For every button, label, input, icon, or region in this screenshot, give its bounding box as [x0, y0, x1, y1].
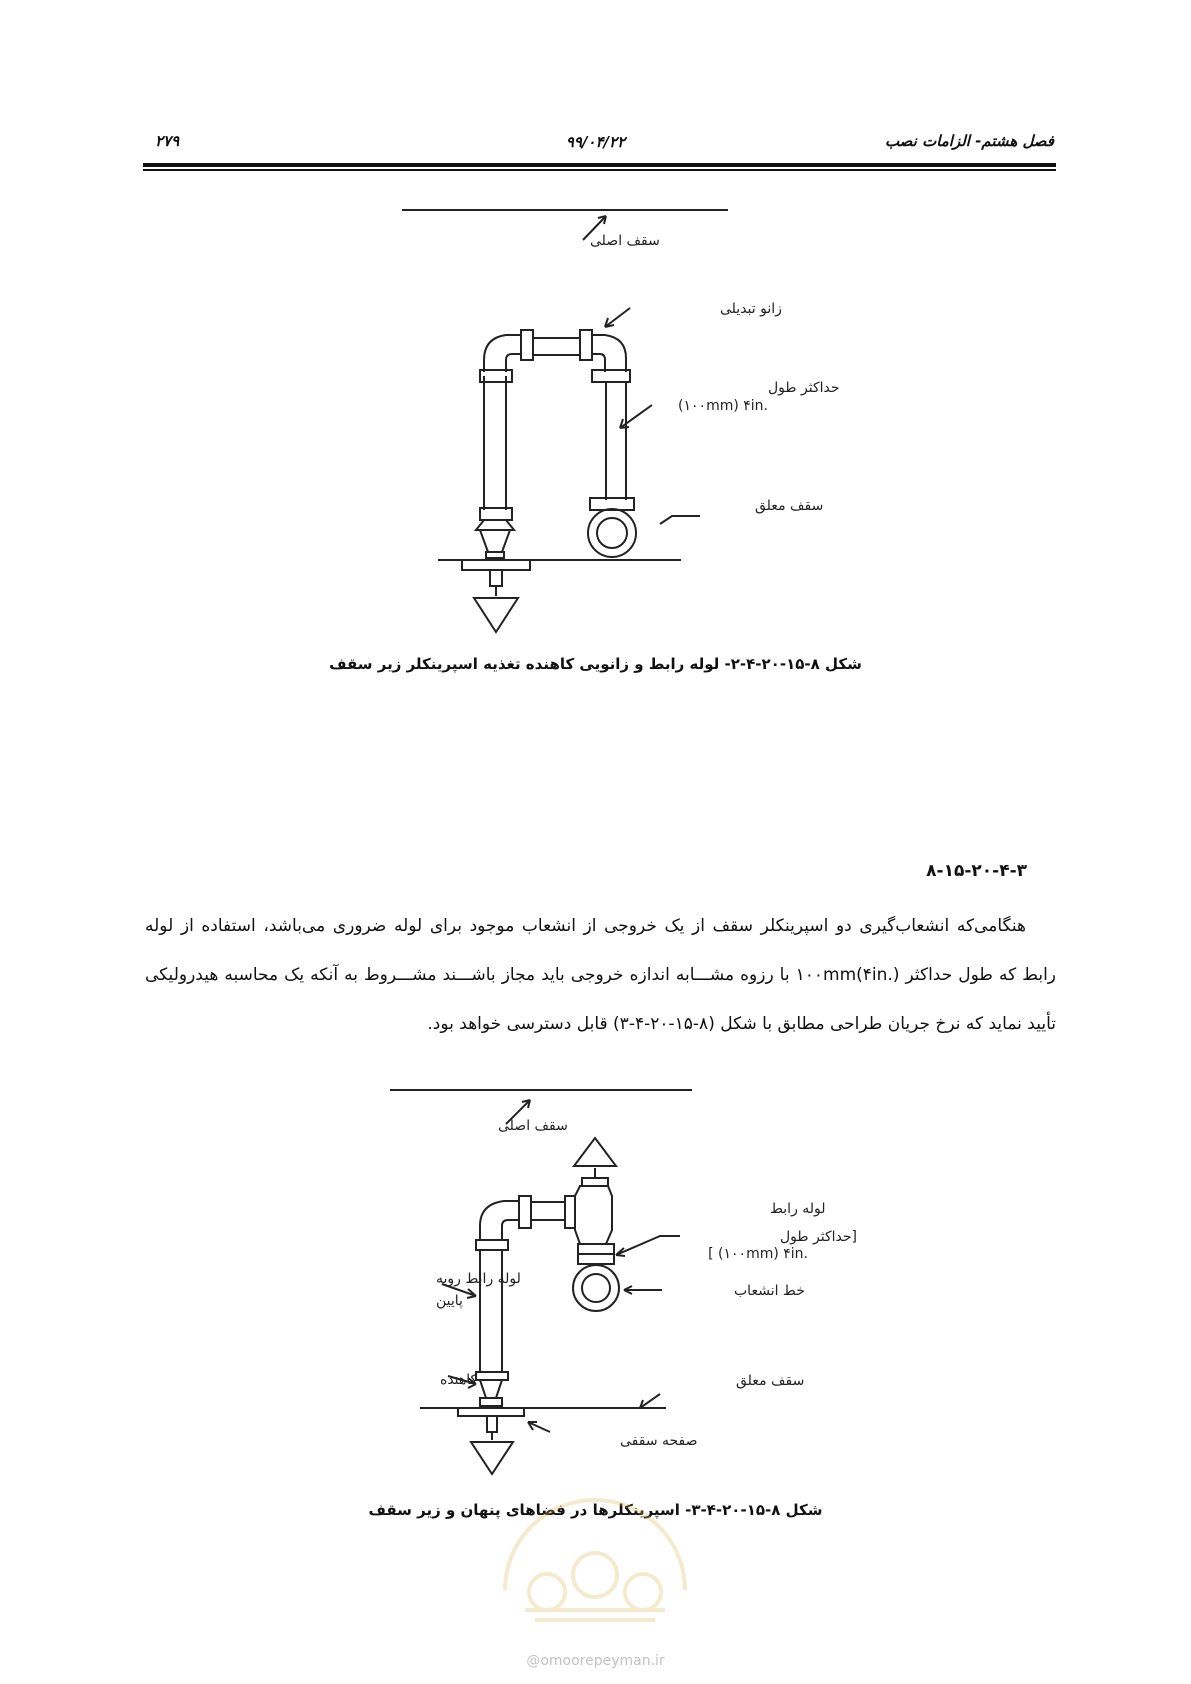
section-number: ۸-۱۵-۲۰-۴-۳	[926, 861, 1027, 881]
page-number: ۲۷۹	[155, 132, 180, 150]
fig1-label-reducing-elbow: زانو تبدیلی	[720, 301, 782, 317]
fig2-label-connector-pipe: لوله رابط	[770, 1201, 826, 1217]
fig2-label-reducer: کاهنده	[440, 1372, 478, 1388]
figure-1-caption: شکل ۸-۱۵-۲۰-۴-۲- لوله رابط و زانویی کاهنده تغذیه اسپرینکلر زیر سقف	[329, 655, 862, 673]
fig2-label-main-ceiling: سقف اصلی	[498, 1118, 568, 1134]
figure-2-caption: شکل ۸-۱۵-۲۰-۴-۳- اسپرینکلرها در فضاهای پنهان و زیر سقف	[368, 1501, 823, 1519]
fig2-label-downward-pipe-line1: لوله رابط روبه	[436, 1271, 521, 1287]
figure-2-drawing	[0, 1080, 1191, 1490]
fig2-label-branch-line: خط انشعاب	[734, 1283, 805, 1299]
watermark-seal-icon	[485, 1480, 705, 1630]
footer-website: @omoorepeyman.ir	[526, 1653, 665, 1669]
figure-1-drawing	[0, 190, 1191, 650]
fig1-label-main-ceiling: سقف اصلی	[590, 233, 660, 249]
chapter-title: فصل هشتم- الزامات نصب	[884, 132, 1054, 150]
fig2-label-downward-pipe-line2: پایین	[436, 1293, 463, 1309]
header-date: ۹۹/۰۴/۲۲	[565, 133, 626, 151]
fig2-label-ceiling-plate: صفحه سقفی	[620, 1433, 698, 1449]
fig1-label-suspended-ceiling: سقف معلق	[755, 498, 824, 514]
fig1-label-max-length: حداکثر طول	[768, 380, 840, 396]
header-rule-thick	[143, 163, 1056, 167]
section-paragraph	[145, 902, 1056, 1049]
fig2-label-max-length-value: [ (۱۰۰mm) ۴in.	[708, 1246, 808, 1262]
fig2-label-max-length: [حداکثر طول	[780, 1229, 857, 1245]
fig2-label-suspended-ceiling: سقف معلق	[736, 1373, 805, 1389]
fig1-label-max-length-value: (۱۰۰mm) ۴in.	[678, 398, 768, 414]
paragraph-text: هنگامی‌که انشعاب‌گیری دو اسپرینکلر سقف از یک خروجی از انشعاب موجود برای لوله ضروری می‌باشد، استفاده از لوله رابط که طول حداکثر ۱۰۰mm(۴in.) با رزوه مشـــابه اندازه خروجی باید مجاز باشـــند مشـــروط به آنکه یک محاسبه هیدرولیکی تأیید نماید که نرخ جریان طراحی مطابق با شکل (۸-۱۵-۲۰-۴-۳) قابل دسترسی خواهد بود.	[145, 916, 1057, 1034]
header-rule-thin	[143, 169, 1056, 171]
